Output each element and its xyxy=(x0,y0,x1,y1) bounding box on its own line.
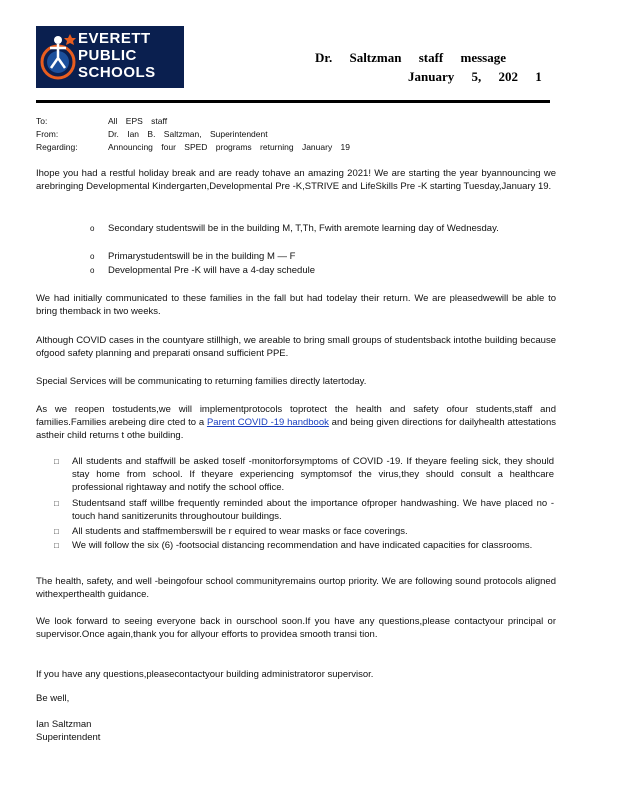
logo-line-2: PUBLIC xyxy=(78,47,137,64)
list-item-text: Studentsand staff willbe frequently reminded about the importance ofproper handwashing. We have placed no -touch hand sanitizerunits throughoutour buildings. xyxy=(72,498,554,522)
protocols-text-after: and being given directions for dailyhealth attestations astheir child returns t othe building. xyxy=(36,417,556,441)
memo-title: Dr. Saltzman staff message xyxy=(315,50,506,65)
checkbox-bullet-icon: □ xyxy=(54,541,59,550)
paragraph-closing: We look forward to seeing everyone back in ourschool soon.If you have any questions,please contactyour principal or supervisor.Once again,thank you for allyour efforts to providea smooth transi tion. xyxy=(36,616,556,640)
to-value: All EPS staff xyxy=(108,116,168,126)
to-label: To: xyxy=(36,116,48,126)
paragraph-contact: If you have any questions,pleasecontactyour building administratoror supervisor. xyxy=(36,669,374,680)
list-item-text: Developmental Pre -K will have a 4-day schedule xyxy=(108,265,315,276)
closing-line: Be well, xyxy=(36,693,70,704)
list-item xyxy=(54,455,554,494)
paragraph-intro: Ihope you had a restful holiday break and are ready tohave an amazing 2021! We are starting the year byannouncing we arebringing Developmental Kindergarten,Developmental Pre -K,STRIVE and LifeSkills Pre -K starting Tuesday,January 19. xyxy=(36,168,556,192)
list-item xyxy=(90,250,538,263)
bullet-icon: o xyxy=(90,266,95,275)
list-item xyxy=(90,264,538,277)
paragraph-protocols xyxy=(36,403,556,442)
list-item-text: Primarystudentswill be in the building M — F xyxy=(108,251,296,262)
list-item-text: All students and staffwill be asked toself -monitorforsymptoms of COVID -19. If theyare feeling sick, they should stay home from school. If theyare experiencing symptomsof the virus,they should consult a healthcare professional rightaway and notify the school office. xyxy=(72,456,554,493)
district-logo xyxy=(36,26,184,88)
list-item xyxy=(90,222,538,235)
list-item xyxy=(54,539,554,552)
memo-date: January 5, 202 1 xyxy=(408,69,542,84)
signature-title: Superintendent xyxy=(36,732,101,743)
globe-person-icon xyxy=(38,28,78,86)
list-item-text: We will follow the six (6) -footsocial distancing recommendation and have indicated capacities for classrooms. xyxy=(72,540,533,551)
signature-name: Ian Saltzman xyxy=(36,719,92,730)
checkbox-bullet-icon: □ xyxy=(54,527,59,536)
from-value: Dr. Ian B. Saltzman, Superintendent xyxy=(108,129,268,139)
paragraph-delay: We had initially communicated to these families in the fall but had todelay their return. We are pleasedwewill be able to bring themback in two weeks. xyxy=(36,293,556,317)
bullet-icon: o xyxy=(90,224,95,233)
parent-covid-handbook-link[interactable]: Parent COVID -19 handbook xyxy=(206,417,329,428)
checkbox-bullet-icon: □ xyxy=(54,499,59,508)
bullet-icon: o xyxy=(90,252,95,261)
header-divider xyxy=(36,100,550,103)
paragraph-services: Special Services will be communicating to returning families directly latertoday. xyxy=(36,376,367,387)
logo-line-3: SCHOOLS xyxy=(78,64,156,81)
regarding-label: Regarding: xyxy=(36,142,78,152)
paragraph-priority: The health, safety, and well -beingofour school communityremains ourtop priority. We are following sound protocols aligned withexperthealth guidance. xyxy=(36,576,556,600)
list-item-text: All students and staffmemberswill be r equired to wear masks or face coverings. xyxy=(72,526,408,537)
logo-line-1: EVERETT xyxy=(78,30,151,47)
checkbox-bullet-icon: □ xyxy=(54,457,59,466)
list-item xyxy=(54,497,554,523)
list-item-text: Secondary studentswill be in the building M, T,Th, Fwith aremote learning day of Wednesday. xyxy=(108,223,499,234)
paragraph-covid: Although COVID cases in the countyare stillhigh, we areable to bring small groups of studentsback intothe building because ofgood safety planning and preparati onsand sufficient PPE. xyxy=(36,335,556,359)
protocols-text-before: As we reopen tostudents,we will implementprotocols toprotect the health and safety ofour students,staff and families.Families arebeing dire cted to a xyxy=(36,404,556,428)
list-item xyxy=(54,525,554,538)
from-label: From: xyxy=(36,129,59,139)
regarding-value: Announcing four SPED programs returning January 19 xyxy=(108,142,351,152)
